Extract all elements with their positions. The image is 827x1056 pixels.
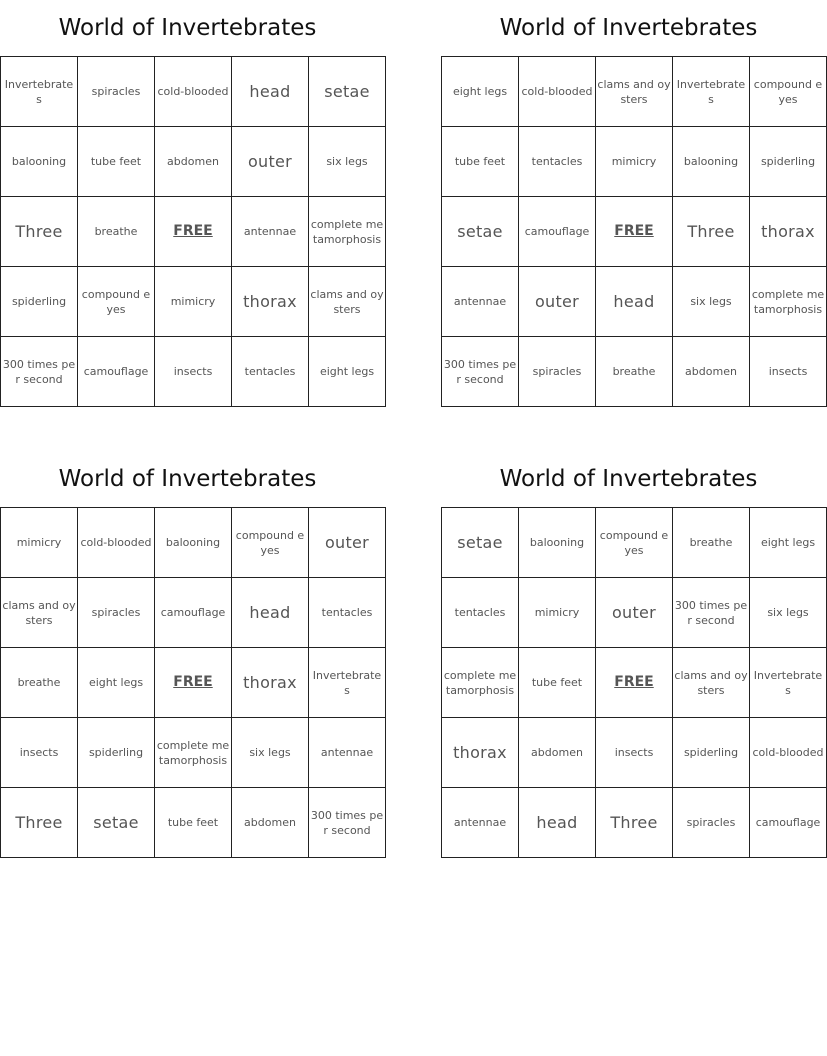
bingo-card-2 (441, 0, 825, 407)
grid-cell: six legs (750, 578, 827, 648)
grid-cell: six legs (673, 267, 750, 337)
grid-cell: complete metamorphosis (442, 648, 519, 718)
grid-cell: mimicry (1, 508, 78, 578)
grid-cell: tentacles (309, 578, 386, 648)
grid-cell: clams and oysters (596, 57, 673, 127)
grid-row (442, 788, 827, 858)
grid-cell: abdomen (232, 788, 309, 858)
grid-cell: 300 times per second (309, 788, 386, 858)
bingo-grid (0, 507, 386, 858)
grid-cell: spiderling (1, 267, 78, 337)
grid-cell: eight legs (442, 57, 519, 127)
bingo-grid (0, 56, 386, 407)
grid-cell: balooning (155, 508, 232, 578)
grid-cell: complete metamorphosis (309, 197, 386, 267)
grid-cell: Three (1, 197, 78, 267)
grid-cell: camouflage (750, 788, 827, 858)
grid-cell: setae (78, 788, 155, 858)
grid-cell: spiderling (750, 127, 827, 197)
free-space: FREE (155, 648, 232, 718)
grid-row (442, 127, 827, 197)
grid-cell: Three (596, 788, 673, 858)
grid-cell: balooning (1, 127, 78, 197)
grid-cell: cold-blooded (750, 718, 827, 788)
grid-cell: breathe (1, 648, 78, 718)
grid-row (442, 337, 827, 407)
grid-cell: thorax (232, 648, 309, 718)
grid-cell: insects (155, 337, 232, 407)
grid-cell: spiracles (519, 337, 596, 407)
grid-cell: tentacles (232, 337, 309, 407)
grid-cell: tube feet (155, 788, 232, 858)
grid-cell: compound eyes (750, 57, 827, 127)
grid-cell: compound eyes (596, 508, 673, 578)
grid-cell: head (519, 788, 596, 858)
grid-cell: thorax (750, 197, 827, 267)
grid-cell: breathe (78, 197, 155, 267)
grid-cell: insects (596, 718, 673, 788)
grid-cell: cold-blooded (519, 57, 596, 127)
grid-cell: mimicry (155, 267, 232, 337)
bingo-card-3 (0, 451, 384, 858)
grid-cell: mimicry (596, 127, 673, 197)
grid-row (442, 578, 827, 648)
grid-cell: antennae (232, 197, 309, 267)
grid-cell: setae (442, 197, 519, 267)
grid-cell: tube feet (442, 127, 519, 197)
grid-row (442, 197, 827, 267)
grid-cell: complete metamorphosis (155, 718, 232, 788)
card-title: World of Invertebrates (58, 15, 317, 41)
grid-cell: outer (596, 578, 673, 648)
grid-cell: balooning (519, 508, 596, 578)
grid-cell: clams and oysters (309, 267, 386, 337)
grid-row (1, 718, 386, 788)
bingo-grid (441, 56, 827, 407)
card-title: World of Invertebrates (58, 466, 317, 492)
free-space: FREE (155, 197, 232, 267)
grid-cell: insects (750, 337, 827, 407)
grid-cell: Three (673, 197, 750, 267)
grid-cell: camouflage (155, 578, 232, 648)
grid-row (1, 267, 386, 337)
grid-cell: camouflage (519, 197, 596, 267)
grid-cell: tube feet (519, 648, 596, 718)
grid-cell: Invertebrates (1, 57, 78, 127)
grid-cell: antennae (442, 788, 519, 858)
grid-cell: spiracles (78, 57, 155, 127)
grid-row (442, 648, 827, 718)
grid-row (1, 578, 386, 648)
grid-cell: balooning (673, 127, 750, 197)
grid-cell: spiracles (673, 788, 750, 858)
free-space: FREE (596, 197, 673, 267)
grid-cell: Invertebrates (750, 648, 827, 718)
grid-cell: outer (519, 267, 596, 337)
grid-cell: camouflage (78, 337, 155, 407)
grid-row (442, 718, 827, 788)
grid-cell: six legs (309, 127, 386, 197)
grid-cell: 300 times per second (442, 337, 519, 407)
grid-cell: setae (309, 57, 386, 127)
grid-cell: insects (1, 718, 78, 788)
card-title: World of Invertebrates (499, 15, 758, 41)
grid-cell: 300 times per second (1, 337, 78, 407)
grid-cell: breathe (673, 508, 750, 578)
grid-cell: eight legs (78, 648, 155, 718)
grid-cell: antennae (309, 718, 386, 788)
grid-cell: cold-blooded (155, 57, 232, 127)
grid-cell: compound eyes (78, 267, 155, 337)
grid-cell: setae (442, 508, 519, 578)
free-space: FREE (596, 648, 673, 718)
grid-cell: spiracles (78, 578, 155, 648)
grid-cell: spiderling (78, 718, 155, 788)
grid-cell: tentacles (442, 578, 519, 648)
grid-row (1, 337, 386, 407)
grid-cell: thorax (232, 267, 309, 337)
grid-row (1, 788, 386, 858)
grid-row (1, 648, 386, 718)
grid-cell: abdomen (519, 718, 596, 788)
grid-cell: Three (1, 788, 78, 858)
grid-cell: abdomen (673, 337, 750, 407)
bingo-grid (441, 507, 827, 858)
grid-cell: breathe (596, 337, 673, 407)
grid-row (442, 57, 827, 127)
grid-cell: mimicry (519, 578, 596, 648)
grid-cell: clams and oysters (673, 648, 750, 718)
bingo-card-1 (0, 0, 384, 407)
grid-cell: 300 times per second (673, 578, 750, 648)
grid-cell: outer (309, 508, 386, 578)
grid-row (1, 57, 386, 127)
grid-cell: Invertebrates (309, 648, 386, 718)
grid-cell: head (596, 267, 673, 337)
grid-cell: cold-blooded (78, 508, 155, 578)
grid-cell: compound eyes (232, 508, 309, 578)
grid-cell: complete metamorphosis (750, 267, 827, 337)
grid-row (1, 127, 386, 197)
grid-cell: tube feet (78, 127, 155, 197)
card-title: World of Invertebrates (499, 466, 758, 492)
grid-cell: eight legs (309, 337, 386, 407)
grid-cell: abdomen (155, 127, 232, 197)
grid-row (442, 508, 827, 578)
grid-row (442, 267, 827, 337)
grid-cell: clams and oysters (1, 578, 78, 648)
grid-row (1, 197, 386, 267)
grid-cell: thorax (442, 718, 519, 788)
grid-cell: six legs (232, 718, 309, 788)
grid-cell: head (232, 578, 309, 648)
grid-cell: antennae (442, 267, 519, 337)
grid-cell: tentacles (519, 127, 596, 197)
grid-cell: spiderling (673, 718, 750, 788)
grid-cell: head (232, 57, 309, 127)
bingo-card-4 (441, 451, 824, 858)
grid-cell: eight legs (750, 508, 827, 578)
grid-row (1, 508, 386, 578)
grid-cell: outer (232, 127, 309, 197)
grid-cell: Invertebrates (673, 57, 750, 127)
